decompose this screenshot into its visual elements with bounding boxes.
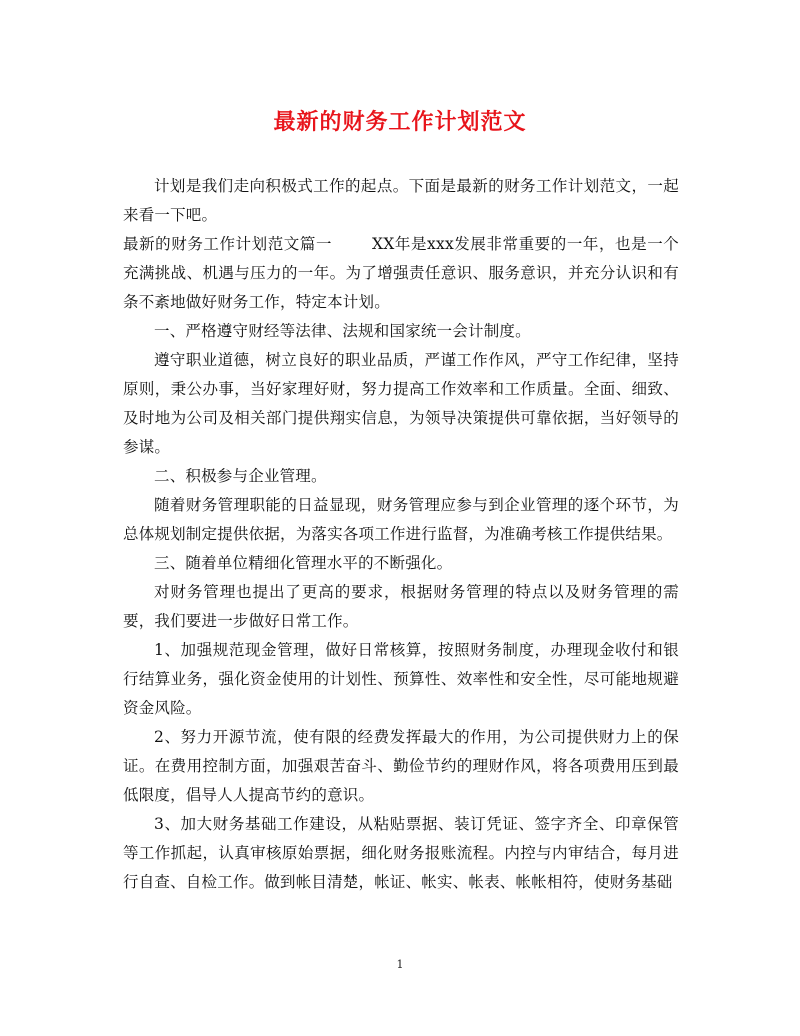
document-title: 最新的财务工作计划范文: [273, 109, 527, 135]
item-1-heading: 一、严格遵守财经等法律、法规和国家统一会计制度。: [154, 322, 531, 340]
numbered-item-2: 2、努力开源节流，使有限的经费发挥最大的作用，为公司提供财力上的保证。在费用控制方面，加强艰苦奋斗、勤俭节约的理财作风，将各项费用压到最低限度，倡导人人提高节约的意识。: [123, 728, 679, 804]
item-2-heading: 二、积极参与企业管理。: [154, 467, 327, 485]
item-3-heading: 三、随着单位精细化管理水平的不断强化。: [154, 554, 453, 572]
document-body: [123, 172, 679, 897]
item-2-body: 随着财务管理职能的日益显现，财务管理应参与到企业管理的逐个环节，为总体规划制定提供依据，为落实各项工作进行监督，为准确考核工作提供结果。: [123, 496, 679, 543]
intro-paragraph: 计划是我们走向积极式工作的起点。下面是最新的财务工作计划范文，一起来看一下吧。: [123, 177, 679, 224]
item-3-body: 对财务管理也提出了更高的要求，根据财务管理的特点以及财务管理的需要，我们要进一步做好日常工作。: [123, 583, 679, 630]
page-number: 1: [396, 958, 404, 971]
item-1-body: 遵守职业道德，树立良好的职业品质，严谨工作作风，严守工作纪律，坚持原则，秉公办事，当好家理好财，努力提高工作效率和工作质量。全面、细致、及时地为公司及相关部门提供翔实信息，为领导决策提供可靠依据，当好领导的参谋。: [123, 351, 679, 456]
section-label: 最新的财务工作计划范文篇一: [123, 235, 333, 253]
section-intro: XX年是xxx发展非常重要的一年，也是一个充满挑战、机遇与压力的一年。为了增强责任意识、服务意识，并充分认识和有条不紊地做好财务工作，特定本计划。: [123, 235, 679, 311]
section-paragraph: [123, 230, 679, 317]
numbered-item-3: 3、加大财务基础工作建设，从粘贴票据、装订凭证、签字齐全、印章保管等工作抓起，认真审核原始票据，细化财务报账流程。内控与内审结合，每月进行自查、自检工作。做到帐目清楚，帐证、帐实、帐表、帐帐相符，使财务基础: [123, 815, 679, 891]
numbered-item-1: 1、加强规范现金管理，做好日常核算，按照财务制度，办理现金收付和银行结算业务，强化资金使用的计划性、预算性、效率性和安全性，尽可能地规避资金风险。: [123, 641, 679, 717]
